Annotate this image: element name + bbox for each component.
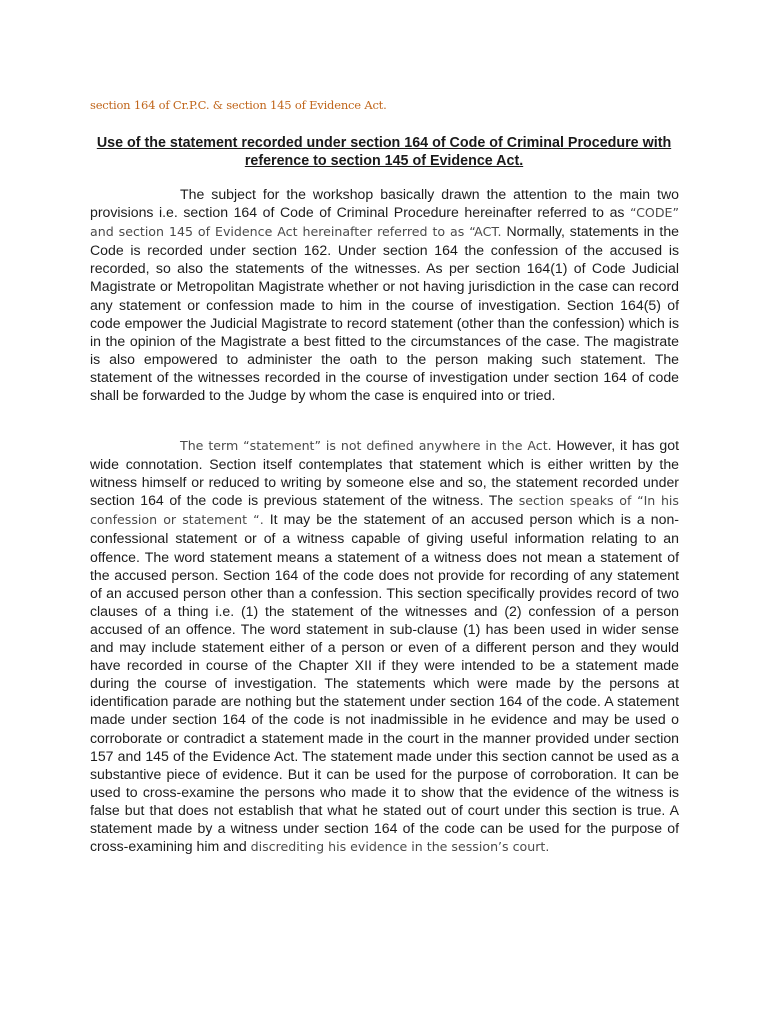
paragraph-2-text-e: discrediting his evidence in the session’s court.: [250, 839, 550, 855]
paragraph-2-text-c: section speaks of “In his confession or statement “.: [90, 493, 679, 528]
paragraph-2-text-d: It may be the statement of an accused person which is a non-confessional statement or of a witness capable of giving useful information relating to an offence. The word statement means a statement of a witness does not mean a statement of the accused person. Section 164 of the code does not provide for recording of any statement of an accused person other than a confession. This section specifically provides record of two clauses of a thing i.e. (1) the statement of the witnesses and (2) confession of a person accused of an offence. The word statement in sub-clause (1) has been used in wider sense and may include statement either of a person or even of a different person and they would have recorded in course of the Chapter XII if they were intended to be a statement made during the course of investigation. The statements which were made by the persons at identification parade are nothing but the statement under section 164 of the code. A statement made under section 164 of the code is not inadmissible in he evidence and may be used o corroborate or contradict a statement made in the court in the manner provided under section 157 and 145 of the Evidence Act. The statement made under this section cannot be used as a substantive piece of evidence. But it can be used for the purpose of corroboration. It can be used to cross-examine the persons who made it to show that the evidence of the witness is false but that does not establish that what he stated out of court under this section is true. A statement made by a witness under section 164 of the code can be used for the purpose of cross-examining him and: [90, 511, 679, 855]
document-title: Use of the statement recorded under section 164 of Code of Criminal Procedure with reference to section 145 of Evidence Act.: [96, 135, 672, 169]
paragraph-1-text-b: “CODE” and section 145 of Evidence Act hereinafter referred to as “ACT.: [90, 205, 680, 240]
paragraph-1-text-c: Normally, statements in the Code is recorded under section 162. Under section 164 the confession of the accused is recorded, so also the statements of the witnesses. As per section 164(1) of Code Judicial Magistrate or Metropolitan Magistrate whether or not having jurisdiction in the case can record any statement or confession made to him in the course of investigation. Section 164(5) of code empower the Judicial Magistrate to record statement (other than the confession) which is in the opinion of the Magistrate a best fitted to the circumstances of the case. The magistrate is also empowered to administer the oath to the person making such statement. The statement of the witnesses recorded in the course of investigation under section 164 of code shall be forwarded to the Judge by whom the case is enquired into or tried.: [90, 223, 679, 404]
paragraph-2-text-b: However, it has got wide connotation. Section itself contemplates that statement which is either written by the witness himself or reduced to writing by someone else and so, the statement recorded under section 164 of the code is previous statement of the witness. The: [90, 437, 679, 509]
paragraph-2: [90, 436, 679, 856]
paragraph-2-text-a: The term “statement” is not defined anywhere in the Act.: [180, 438, 552, 453]
section-reference-header: section 164 of Cr.P.C. & section 145 of Evidence Act.: [90, 98, 387, 112]
paragraph-1: [90, 185, 679, 404]
paragraph-1-text-a: The subject for the workshop basically drawn the attention to the main two provisions i.e. section 164 of Code of Criminal Procedure hereinafter referred to as: [90, 186, 679, 221]
